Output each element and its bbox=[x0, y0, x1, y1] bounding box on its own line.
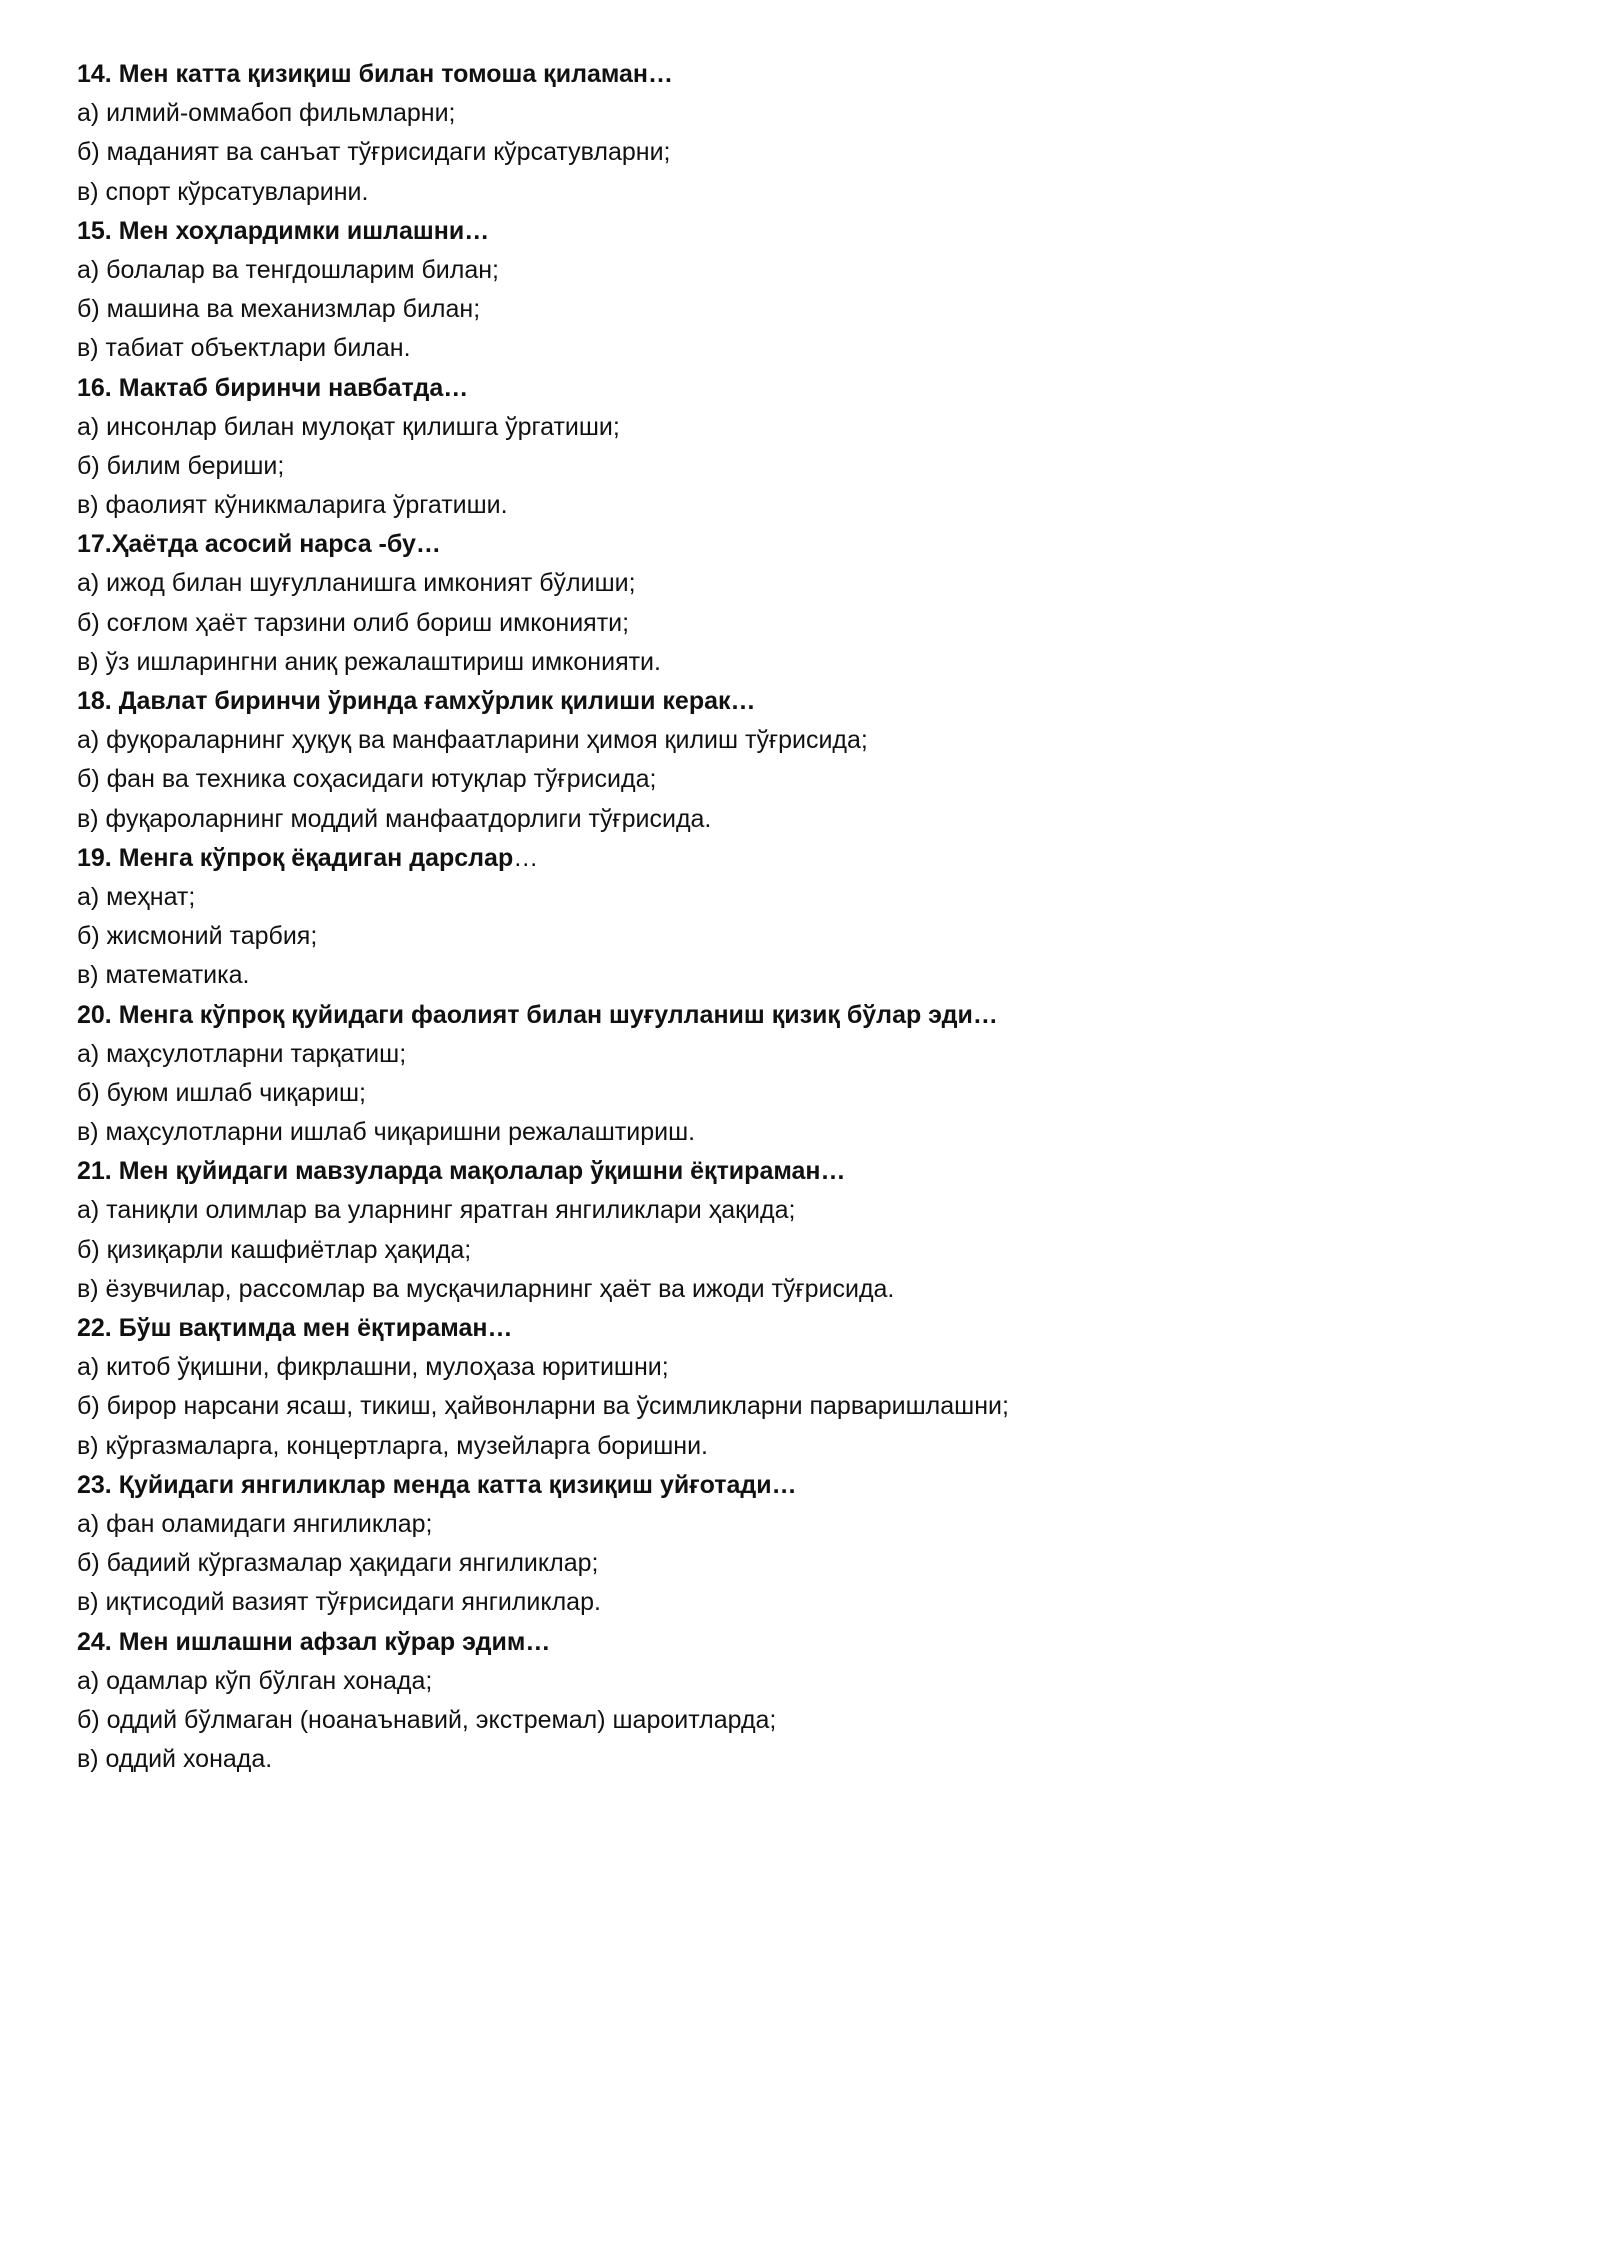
question-19-answer-b: б) жисмоний тарбия; bbox=[77, 922, 318, 951]
question-19-answer-v: в) математика. bbox=[77, 961, 250, 990]
question-17-answer-b: б) соғлом ҳаёт тарзини олиб бориш имконияти; bbox=[77, 608, 630, 637]
question-19-title-text: 19. Менга кўпроқ ёқадиган дарслар bbox=[77, 843, 514, 872]
question-16-answer-v: в) фаолият кўникмаларига ўргатиши. bbox=[77, 491, 508, 520]
question-24-answer-b: б) оддий бўлмаган (ноанаънавий, экстремал) шароитларда; bbox=[77, 1705, 777, 1734]
question-20-title: 20. Менга кўпроқ қуйидаги фаолият билан шуғулланиш қизиқ бўлар эди… bbox=[77, 1000, 998, 1029]
question-14-answer-v: в) спорт кўрсатувларини. bbox=[77, 177, 369, 206]
question-23-answer-b: б) бадиий кўргазмалар ҳақидаги янгиликлар; bbox=[77, 1549, 599, 1578]
question-23-answer-v: в) иқтисодий вазият тўғрисидаги янгиликлар. bbox=[77, 1588, 601, 1617]
question-22-answer-a: а) китоб ўқишни, фикрлашни, мулоҳаза юритишни; bbox=[77, 1353, 669, 1382]
question-20-answer-v: в) маҳсулотларни ишлаб чиқаришни режалаштириш. bbox=[77, 1118, 696, 1147]
question-14-answer-a: а) илмий-оммабоп фильмларни; bbox=[77, 99, 456, 128]
question-18-answer-b: б) фан ва техника соҳасидаги ютуқлар тўғрисида; bbox=[77, 765, 657, 794]
question-22-answer-b: б) бирор нарсани ясаш, тикиш, ҳайвонларни ва ўсимликларни парваришлашни; bbox=[77, 1392, 1009, 1421]
question-18-answer-a: а) фуқораларнинг ҳуқуқ ва манфаатларини ҳимоя қилиш тўғрисида; bbox=[77, 726, 868, 755]
question-14-title: 14. Мен катта қизиқиш билан томоша қиламан… bbox=[77, 60, 674, 88]
question-15-title: 15. Мен хоҳлардимки ишлашни… bbox=[77, 216, 490, 245]
question-19-title bbox=[77, 839, 1537, 878]
question-21-title: 21. Мен қуйидаги мавзуларда мақолалар ўқишни ёқтираман… bbox=[77, 1157, 846, 1186]
question-22-title: 22. Бўш вақтимда мен ёқтираман… bbox=[77, 1314, 513, 1342]
question-16-title: 16. Мактаб биринчи навбатда… bbox=[77, 373, 469, 402]
question-23-title: 23. Қуйидаги янгиликлар менда катта қизиқиш уйғотади… bbox=[77, 1470, 797, 1499]
question-14-answer-b: б) маданият ва санъат тўғрисидаги кўрсатувларни; bbox=[77, 138, 671, 167]
question-17-answer-a: а) ижод билан шуғулланишга имконият бўлиши; bbox=[77, 569, 636, 598]
question-15-answer-v: в) табиат объектлари билан. bbox=[77, 334, 411, 363]
question-16-answer-a: а) инсонлар билан мулоқат қилишга ўргатиши; bbox=[77, 412, 620, 441]
question-15-answer-b: б) машина ва механизмлар билан; bbox=[77, 295, 481, 324]
question-22-answer-v: в) кўргазмаларга, концертларга, музейларга боришни. bbox=[77, 1431, 708, 1460]
question-24-answer-v: в) оддий хонада. bbox=[77, 1745, 273, 1774]
question-21-answer-b: б) қизиқарли кашфиётлар ҳақида; bbox=[77, 1235, 472, 1264]
questionnaire-page bbox=[77, 55, 1537, 1779]
question-23-answer-a: а) фан оламидаги янгиликлар; bbox=[77, 1509, 433, 1538]
question-18-answer-v: в) фуқароларнинг моддий манфаатдорлиги тўғрисида. bbox=[77, 804, 712, 833]
question-17-title: 17.Ҳаётда асосий нарса -бу… bbox=[77, 530, 441, 559]
question-15-answer-a: а) болалар ва тенгдошларим билан; bbox=[77, 255, 499, 284]
question-19-answer-a: а) меҳнат; bbox=[77, 882, 196, 911]
question-16-answer-b: б) билим бериши; bbox=[77, 451, 285, 480]
question-20-answer-b: б) буюм ишлаб чиқариш; bbox=[77, 1078, 366, 1107]
question-17-answer-v: в) ўз ишларингни аниқ режалаштириш имконияти. bbox=[77, 647, 661, 676]
question-21-answer-a: а) таниқли олимлар ва уларнинг яратган янгиликлари ҳақида; bbox=[77, 1196, 796, 1225]
question-24-answer-a: а) одамлар кўп бўлган хонада; bbox=[77, 1666, 433, 1695]
question-24-title: 24. Мен ишлашни афзал кўрар эдим… bbox=[77, 1627, 551, 1656]
question-18-title: 18. Давлат биринчи ўринда ғамхўрлик қилиши керак… bbox=[77, 687, 756, 715]
question-21-answer-v: в) ёзувчилар, рассомлар ва мусқачиларнинг ҳаёт ва ижоди тўғрисида. bbox=[77, 1274, 895, 1303]
question-20-answer-a: а) маҳсулотларни тарқатиш; bbox=[77, 1039, 407, 1068]
question-19-title-ellipsis: … bbox=[513, 843, 539, 872]
